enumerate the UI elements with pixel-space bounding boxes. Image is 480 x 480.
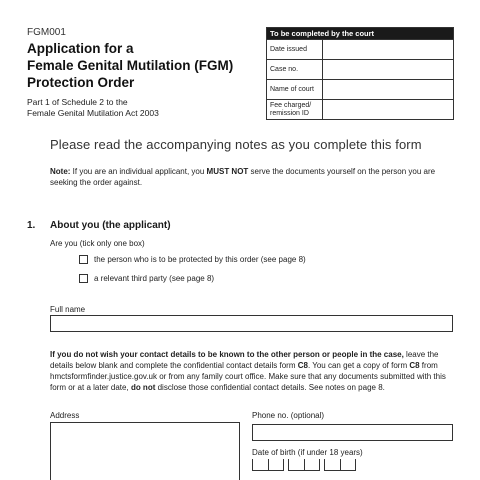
- court-label: Fee charged/ remission ID: [267, 100, 323, 119]
- checkbox-third-party[interactable]: [79, 274, 88, 283]
- dob-month-cell[interactable]: [288, 459, 304, 471]
- form-c8-ref: C8: [297, 361, 308, 370]
- phone-input[interactable]: [252, 424, 453, 441]
- title-line-2: Female Genital Mutilation (FGM): [27, 58, 234, 73]
- court-row-case-no: [267, 59, 453, 79]
- dob-input[interactable]: [252, 459, 356, 471]
- contact-text: leave the details below blank and complete the confidential contact details form: [50, 350, 439, 370]
- dob-month-cell[interactable]: [304, 459, 320, 471]
- dob-day-cell[interactable]: [268, 459, 284, 471]
- court-box-header: To be completed by the court: [267, 28, 453, 39]
- phone-label: Phone no. (optional): [252, 411, 325, 420]
- note-paragraph: [50, 166, 450, 188]
- title-line-3: Protection Order: [27, 75, 135, 90]
- form-title: [27, 40, 267, 91]
- subtitle-line-2: Female Genital Mutilation Act 2003: [27, 108, 159, 118]
- option-third-party: [79, 274, 214, 283]
- option-label: a relevant third party (see page 8): [94, 274, 215, 283]
- dob-year-cell[interactable]: [324, 459, 340, 471]
- checkbox-protected-person[interactable]: [79, 255, 88, 264]
- court-row-date-issued: [267, 39, 453, 59]
- dob-year-cell[interactable]: [340, 459, 356, 471]
- court-value-field: [323, 60, 453, 79]
- full-name-label: Full name: [50, 305, 86, 314]
- contact-details-paragraph: [50, 349, 460, 393]
- applicant-type-question: Are you (tick only one box): [50, 239, 145, 248]
- title-line-1: Application for a: [27, 41, 134, 56]
- court-value-field: [323, 80, 453, 99]
- option-protected-person: [79, 255, 306, 264]
- court-row-fee: [267, 99, 453, 119]
- court-label: Case no.: [267, 60, 323, 79]
- address-input[interactable]: [50, 422, 240, 480]
- section-number: 1.: [27, 220, 36, 231]
- form-code: FGM001: [27, 27, 66, 38]
- note-lead: Note:: [50, 167, 71, 176]
- dob-label: Date of birth (if under 18 years): [252, 448, 363, 457]
- option-label: the person who is to be protected by this order (see page 8): [94, 255, 306, 264]
- note-emphasis: MUST NOT: [206, 167, 249, 176]
- contact-text: disclose those confidential contact details. See notes on page 8.: [155, 383, 385, 392]
- court-value-field: [323, 100, 453, 119]
- court-row-name-of-court: [267, 79, 453, 99]
- note-text: If you are an individual applicant, you: [70, 167, 207, 176]
- court-label: Name of court: [267, 80, 323, 99]
- full-name-input[interactable]: [50, 315, 453, 332]
- court-label: Date issued: [267, 40, 323, 59]
- contact-text: . You can get a copy of form: [307, 361, 410, 370]
- contact-text: from hmctsformfinder.justice.gov.uk or from any family court office. Make sure that any documents submitted with this form or at a later date,: [50, 361, 446, 392]
- dob-day-cell[interactable]: [252, 459, 268, 471]
- intro-text: Please read the accompanying notes as you complete this form: [50, 137, 422, 152]
- section-title: About you (the applicant): [50, 220, 171, 231]
- form-c8-ref: C8: [409, 361, 420, 370]
- contact-bold-lead: If you do not wish your contact details to be known to the other person or people in the case,: [50, 350, 404, 359]
- subtitle-line-1: Part 1 of Schedule 2 to the: [27, 97, 128, 107]
- note-text: serve the documents yourself on the person you are seeking the order against.: [50, 167, 436, 187]
- court-value-field: [323, 40, 453, 59]
- form-subtitle: [27, 97, 159, 119]
- address-label: Address: [50, 411, 80, 420]
- contact-do-not: do not: [130, 383, 156, 392]
- court-use-box: [266, 27, 454, 120]
